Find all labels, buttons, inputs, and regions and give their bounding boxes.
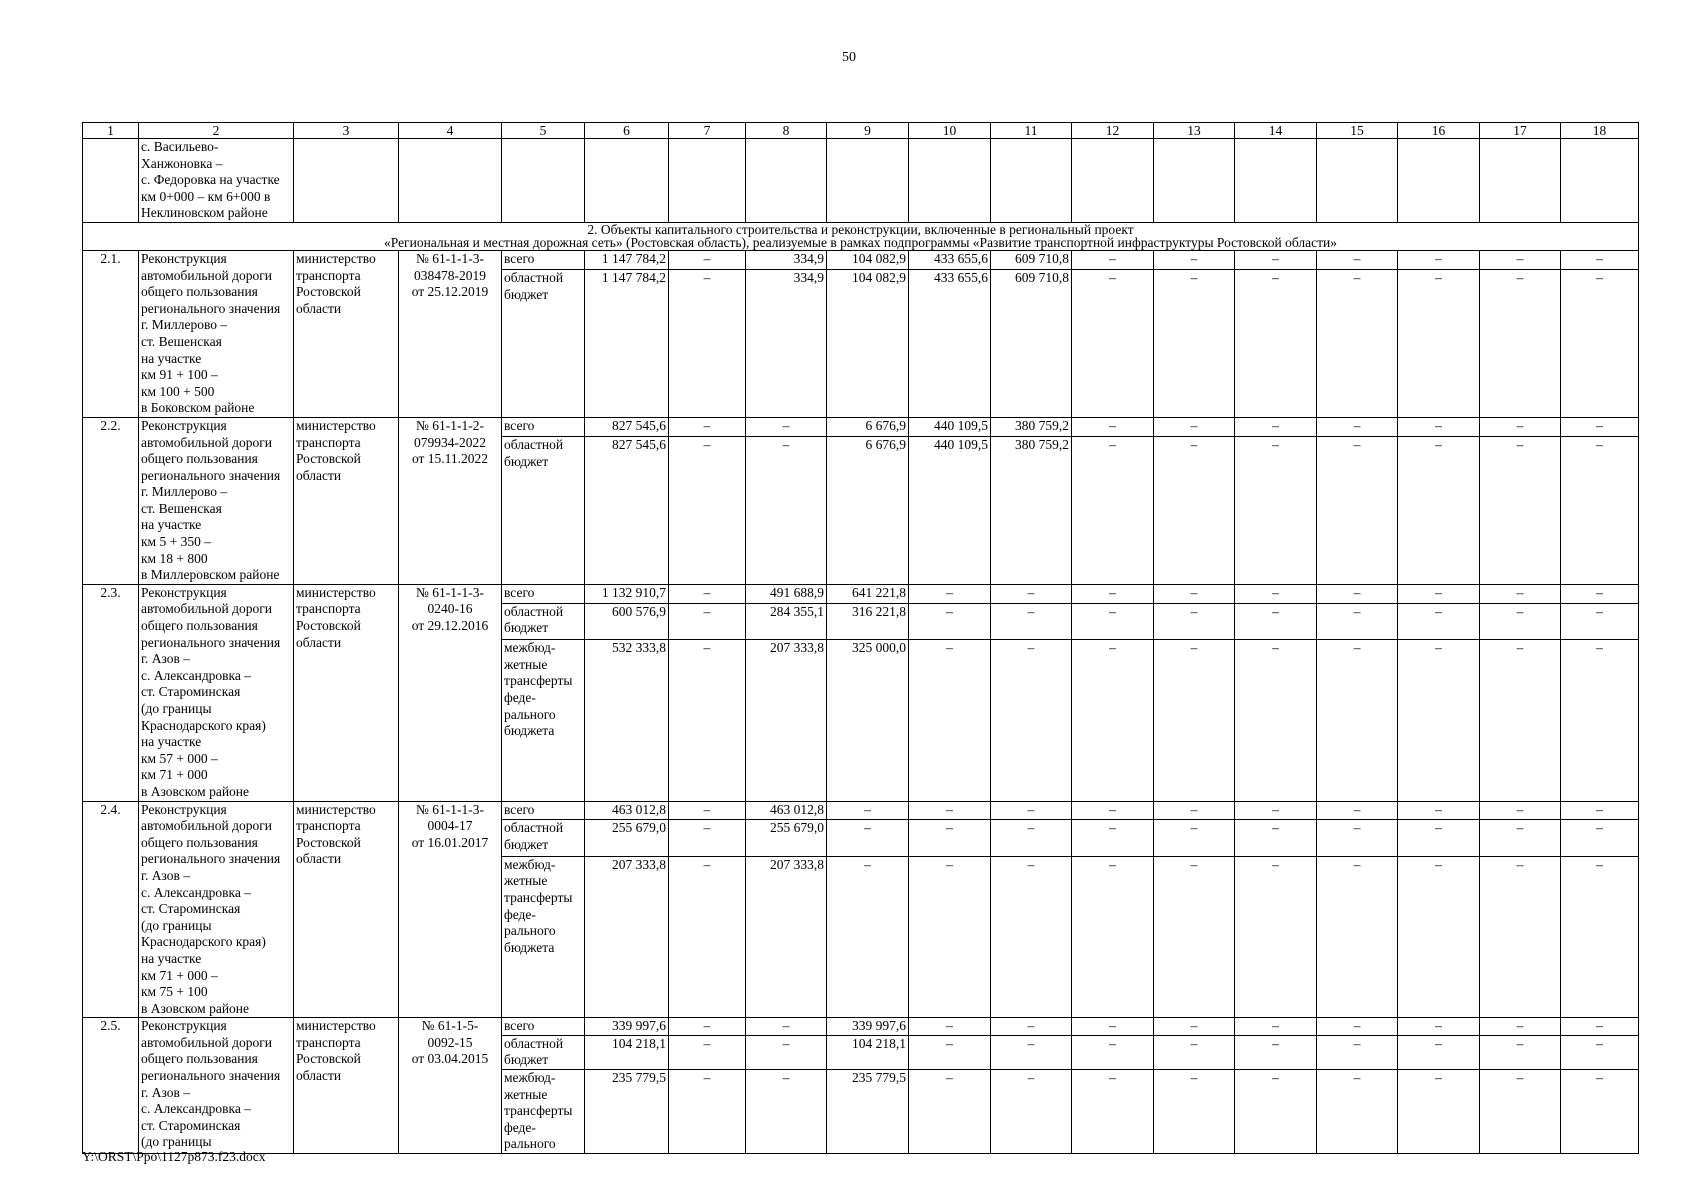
amount-cell: – — [1154, 584, 1235, 603]
amount-cell: – — [991, 584, 1072, 603]
amount-cell: 284 355,1 — [746, 603, 827, 640]
responsible-agency: министерство транспорта Ростовской области — [294, 801, 399, 1018]
amount-cell: – — [746, 437, 827, 585]
column-number: 17 — [1480, 123, 1561, 139]
amount-cell: – — [909, 603, 991, 640]
amount-cell: 440 109,5 — [909, 417, 991, 436]
object-name: Реконструкция автомобильной дороги общего пользования регионального значения г. Миллерово – ст. Вешенская на участке км 91 + 100 – км 100 + 500 в Боковском районе — [139, 250, 294, 417]
cell — [1154, 139, 1235, 223]
funding-source: областной бюджет — [502, 1035, 585, 1069]
funding-source: областной бюджет — [502, 603, 585, 640]
cell — [1480, 139, 1561, 223]
amount-cell: – — [1317, 603, 1398, 640]
amount-cell: – — [1072, 250, 1154, 269]
amount-cell: 532 333,8 — [585, 640, 669, 801]
cell — [502, 139, 585, 223]
amount-cell: 491 688,9 — [746, 584, 827, 603]
cell — [991, 139, 1072, 223]
amount-cell: 827 545,6 — [585, 417, 669, 436]
amount-cell: – — [746, 417, 827, 436]
amount-cell: – — [1072, 417, 1154, 436]
amount-cell: 609 710,8 — [991, 270, 1072, 418]
amount-cell: – — [1072, 437, 1154, 585]
amount-cell: – — [1235, 820, 1317, 857]
item-number: 2.2. — [83, 417, 139, 584]
amount-cell: – — [1235, 270, 1317, 418]
amount-cell: – — [1398, 1018, 1480, 1036]
amount-cell: – — [1317, 1018, 1398, 1036]
amount-cell: – — [991, 801, 1072, 820]
amount-cell: 207 333,8 — [746, 856, 827, 1017]
column-number: 6 — [585, 123, 669, 139]
amount-cell: – — [1561, 417, 1639, 436]
funding-source: всего — [502, 250, 585, 269]
document-reference: № 61-1-1-3- 0240-16 от 29.12.2016 — [399, 584, 502, 801]
amount-cell: – — [1480, 1018, 1561, 1036]
cell — [1561, 139, 1639, 223]
amount-cell: 440 109,5 — [909, 437, 991, 585]
amount-cell: – — [909, 640, 991, 801]
table-row — [83, 1018, 1639, 1036]
amount-cell: – — [1154, 1018, 1235, 1036]
section-title-row — [83, 222, 1639, 250]
cell — [585, 139, 669, 223]
amount-cell: 463 012,8 — [746, 801, 827, 820]
amount-cell: – — [1154, 1070, 1235, 1154]
amount-cell: – — [1398, 801, 1480, 820]
amount-cell: – — [1561, 603, 1639, 640]
amount-cell: 827 545,6 — [585, 437, 669, 585]
amount-cell: – — [1561, 640, 1639, 801]
cell — [1072, 139, 1154, 223]
amount-cell: – — [1480, 603, 1561, 640]
amount-cell: – — [1561, 1018, 1639, 1036]
amount-cell: – — [669, 1070, 746, 1154]
amount-cell: – — [1561, 1035, 1639, 1069]
item-number: 2.3. — [83, 584, 139, 801]
amount-cell: – — [1154, 856, 1235, 1017]
cell — [669, 139, 746, 223]
column-number: 4 — [399, 123, 502, 139]
amount-cell: – — [1480, 640, 1561, 801]
page-number: 50 — [842, 50, 856, 65]
cell — [827, 139, 909, 223]
column-number: 7 — [669, 123, 746, 139]
amount-cell: – — [1154, 801, 1235, 820]
column-number-row — [83, 123, 1639, 139]
column-number: 10 — [909, 123, 991, 139]
amount-cell: – — [991, 603, 1072, 640]
item-number: 2.1. — [83, 250, 139, 417]
amount-cell: – — [1317, 856, 1398, 1017]
amount-cell: 641 221,8 — [827, 584, 909, 603]
table-row — [83, 250, 1639, 269]
amount-cell: – — [827, 801, 909, 820]
amount-cell: – — [669, 640, 746, 801]
amount-cell: – — [669, 603, 746, 640]
amount-cell: – — [1235, 437, 1317, 585]
amount-cell: 380 759,2 — [991, 417, 1072, 436]
amount-cell: – — [1072, 584, 1154, 603]
amount-cell: – — [1480, 801, 1561, 820]
amount-cell: 1 147 784,2 — [585, 250, 669, 269]
amount-cell: – — [1317, 1070, 1398, 1154]
amount-cell: – — [1154, 820, 1235, 857]
section-title-line2: «Региональная и местная дорожная сеть» (Ростовская область), реализуемые в рамках подпрограммы «Развитие транспортной инфраструктуры Ростовской области» — [383, 235, 1337, 251]
column-number: 11 — [991, 123, 1072, 139]
amount-cell: – — [1235, 640, 1317, 801]
amount-cell: – — [1398, 417, 1480, 436]
cell — [294, 139, 399, 223]
amount-cell: 207 333,8 — [746, 640, 827, 801]
column-number: 9 — [827, 123, 909, 139]
object-name: Реконструкция автомобильной дороги общего пользования регионального значения г. Азов – с. Александровка – ст. Староминская (до границы — [139, 1018, 294, 1154]
object-name: Реконструкция автомобильной дороги общего пользования регионального значения г. Азов – с. Александровка – ст. Староминская (до границы Краснодарского края) на участке км 71 + 000 – км 75 + 100 в Азовском районе — [139, 801, 294, 1018]
funding-source: всего — [502, 1018, 585, 1036]
funding-source: областной бюджет — [502, 270, 585, 418]
amount-cell: 104 082,9 — [827, 270, 909, 418]
amount-cell: – — [991, 1035, 1072, 1069]
amount-cell: – — [827, 856, 909, 1017]
amount-cell: – — [1480, 270, 1561, 418]
amount-cell: – — [1480, 417, 1561, 436]
amount-cell: 433 655,6 — [909, 250, 991, 269]
amount-cell: – — [1317, 250, 1398, 269]
amount-cell: 104 218,1 — [585, 1035, 669, 1069]
amount-cell: 325 000,0 — [827, 640, 909, 801]
amount-cell: 6 676,9 — [827, 417, 909, 436]
amount-cell: – — [746, 1070, 827, 1154]
cell — [83, 139, 139, 223]
amount-cell: – — [1072, 856, 1154, 1017]
funding-source: всего — [502, 801, 585, 820]
amount-cell: – — [1235, 250, 1317, 269]
amount-cell: 104 218,1 — [827, 1035, 909, 1069]
amount-cell: – — [1398, 856, 1480, 1017]
amount-cell: – — [909, 820, 991, 857]
amount-cell: 609 710,8 — [991, 250, 1072, 269]
amount-cell: 1 147 784,2 — [585, 270, 669, 418]
amount-cell: – — [1398, 1035, 1480, 1069]
document-reference: № 61-1-5- 0092-15 от 03.04.2015 — [399, 1018, 502, 1154]
amount-cell: – — [909, 856, 991, 1017]
amount-cell: – — [746, 1018, 827, 1036]
amount-cell: – — [1154, 270, 1235, 418]
responsible-agency: министерство транспорта Ростовской области — [294, 417, 399, 584]
amount-cell: – — [1398, 640, 1480, 801]
amount-cell: 255 679,0 — [746, 820, 827, 857]
column-number: 8 — [746, 123, 827, 139]
item-number: 2.4. — [83, 801, 139, 1018]
amount-cell: – — [1480, 437, 1561, 585]
amount-cell: – — [1480, 250, 1561, 269]
amount-cell: 380 759,2 — [991, 437, 1072, 585]
amount-cell: 334,9 — [746, 250, 827, 269]
amount-cell: 104 082,9 — [827, 250, 909, 269]
amount-cell: – — [1072, 820, 1154, 857]
amount-cell: 334,9 — [746, 270, 827, 418]
amount-cell: – — [1072, 1035, 1154, 1069]
amount-cell: – — [1317, 1035, 1398, 1069]
amount-cell: – — [991, 1018, 1072, 1036]
amount-cell: – — [1480, 1070, 1561, 1154]
amount-cell: – — [1235, 1035, 1317, 1069]
amount-cell: – — [1317, 584, 1398, 603]
funding-source: областной бюджет — [502, 820, 585, 857]
funding-source: всего — [502, 584, 585, 603]
amount-cell: – — [669, 1018, 746, 1036]
amount-cell: – — [669, 1035, 746, 1069]
cell — [1235, 139, 1317, 223]
amount-cell: – — [1317, 820, 1398, 857]
amount-cell: – — [1398, 437, 1480, 585]
amount-cell: – — [669, 820, 746, 857]
amount-cell: – — [1561, 820, 1639, 857]
amount-cell: – — [1398, 820, 1480, 857]
amount-cell: – — [1561, 856, 1639, 1017]
amount-cell: – — [1317, 801, 1398, 820]
table-row — [83, 801, 1639, 820]
column-number: 14 — [1235, 123, 1317, 139]
amount-cell: – — [1398, 603, 1480, 640]
object-name: Реконструкция автомобильной дороги общего пользования регионального значения г. Миллерово – ст. Вешенская на участке км 5 + 350 – км 18 + 800 в Миллеровском районе — [139, 417, 294, 584]
responsible-agency: министерство транспорта Ростовской области — [294, 250, 399, 417]
amount-cell: – — [1561, 1070, 1639, 1154]
amount-cell: 1 132 910,7 — [585, 584, 669, 603]
amount-cell: – — [1235, 856, 1317, 1017]
table-row — [83, 584, 1639, 603]
amount-cell: 316 221,8 — [827, 603, 909, 640]
amount-cell: – — [669, 437, 746, 585]
item-number: 2.5. — [83, 1018, 139, 1154]
amount-cell: – — [1072, 1018, 1154, 1036]
amount-cell: – — [669, 250, 746, 269]
section-title-line1: 2. Объекты капитального строительства и реконструкции, включенные в региональный проект — [587, 222, 1134, 237]
amount-cell: – — [1235, 1070, 1317, 1154]
amount-cell: – — [1561, 801, 1639, 820]
amount-cell: – — [1398, 250, 1480, 269]
funding-source: межбюд- жетные трансферты феде- рального — [502, 1070, 585, 1154]
amount-cell: 339 997,6 — [585, 1018, 669, 1036]
amount-cell: – — [1235, 603, 1317, 640]
amount-cell: 600 576,9 — [585, 603, 669, 640]
amount-cell: – — [1235, 584, 1317, 603]
amount-cell: – — [1154, 640, 1235, 801]
funding-source: всего — [502, 417, 585, 436]
amount-cell: – — [1154, 1035, 1235, 1069]
amount-cell: – — [827, 820, 909, 857]
amount-cell: – — [1235, 801, 1317, 820]
cell — [909, 139, 991, 223]
column-number: 16 — [1398, 123, 1480, 139]
amount-cell: – — [669, 801, 746, 820]
amount-cell: – — [991, 1070, 1072, 1154]
object-name: Реконструкция автомобильной дороги общего пользования регионального значения г. Азов – с. Александровка – ст. Староминская (до границы Краснодарского края) на участке км 57 + 000 – км 71 + 000 в Азовском районе — [139, 584, 294, 801]
amount-cell: – — [1072, 603, 1154, 640]
amount-cell: – — [1398, 270, 1480, 418]
object-name: с. Васильево- Ханжоновка – с. Федоровка на участке км 0+000 – км 6+000 в Неклиновском районе — [139, 139, 294, 223]
table-row — [83, 417, 1639, 436]
amount-cell: – — [1561, 270, 1639, 418]
responsible-agency: министерство транспорта Ростовской области — [294, 584, 399, 801]
responsible-agency: министерство транспорта Ростовской области — [294, 1018, 399, 1154]
amount-cell: 433 655,6 — [909, 270, 991, 418]
cell — [1398, 139, 1480, 223]
amount-cell: – — [1317, 417, 1398, 436]
amount-cell: – — [1072, 1070, 1154, 1154]
amount-cell: – — [1398, 1070, 1480, 1154]
amount-cell: – — [1561, 437, 1639, 585]
amount-cell: – — [991, 820, 1072, 857]
amount-cell: – — [1154, 417, 1235, 436]
footer-file-path: Y:\ORST\Ppo\1127p873.f23.docx — [82, 1149, 266, 1164]
amount-cell: – — [1561, 584, 1639, 603]
column-number: 12 — [1072, 123, 1154, 139]
document-reference: № 61-1-1-2- 079934-2022 от 15.11.2022 — [399, 417, 502, 584]
cell — [1317, 139, 1398, 223]
amount-cell: – — [669, 270, 746, 418]
amount-cell: – — [1317, 437, 1398, 585]
amount-cell: – — [1154, 603, 1235, 640]
amount-cell: – — [746, 1035, 827, 1069]
amount-cell: – — [1480, 856, 1561, 1017]
column-number: 18 — [1561, 123, 1639, 139]
document-reference: № 61-1-1-3- 0004-17 от 16.01.2017 — [399, 801, 502, 1018]
column-number: 2 — [139, 123, 294, 139]
amount-cell: – — [991, 640, 1072, 801]
column-number: 3 — [294, 123, 399, 139]
amount-cell: – — [1072, 270, 1154, 418]
amount-cell: 235 779,5 — [827, 1070, 909, 1154]
column-number: 13 — [1154, 123, 1235, 139]
amount-cell: 255 679,0 — [585, 820, 669, 857]
column-number: 1 — [83, 123, 139, 139]
amount-cell: 6 676,9 — [827, 437, 909, 585]
cell — [399, 139, 502, 223]
amount-cell: – — [669, 584, 746, 603]
column-number: 15 — [1317, 123, 1398, 139]
column-number: 5 — [502, 123, 585, 139]
amount-cell: – — [1072, 640, 1154, 801]
amount-cell: – — [1561, 250, 1639, 269]
cell — [746, 139, 827, 223]
amount-cell: – — [1154, 250, 1235, 269]
amount-cell: 207 333,8 — [585, 856, 669, 1017]
amount-cell: – — [909, 1070, 991, 1154]
amount-cell: – — [1317, 640, 1398, 801]
section-title — [83, 222, 1639, 250]
amount-cell: – — [1235, 417, 1317, 436]
amount-cell: – — [1154, 437, 1235, 585]
funding-source: межбюд- жетные трансферты феде- рального бюджета — [502, 640, 585, 801]
funding-source: областной бюджет — [502, 437, 585, 585]
continuation-row — [83, 139, 1639, 223]
amount-cell: – — [909, 1035, 991, 1069]
amount-cell: – — [1072, 801, 1154, 820]
amount-cell: – — [1480, 820, 1561, 857]
amount-cell: – — [1398, 584, 1480, 603]
amount-cell: – — [1235, 1018, 1317, 1036]
amount-cell: – — [909, 584, 991, 603]
funding-source: межбюд- жетные трансферты феде- рального бюджета — [502, 856, 585, 1017]
amount-cell: – — [1480, 584, 1561, 603]
amount-cell: – — [909, 801, 991, 820]
document-reference: № 61-1-1-3- 038478-2019 от 25.12.2019 — [399, 250, 502, 417]
amount-cell: – — [1317, 270, 1398, 418]
amount-cell: – — [991, 856, 1072, 1017]
budget-table — [82, 122, 1639, 1154]
amount-cell: 463 012,8 — [585, 801, 669, 820]
amount-cell: – — [1480, 1035, 1561, 1069]
amount-cell: – — [669, 417, 746, 436]
amount-cell: 235 779,5 — [585, 1070, 669, 1154]
amount-cell: 339 997,6 — [827, 1018, 909, 1036]
amount-cell: – — [909, 1018, 991, 1036]
amount-cell: – — [669, 856, 746, 1017]
